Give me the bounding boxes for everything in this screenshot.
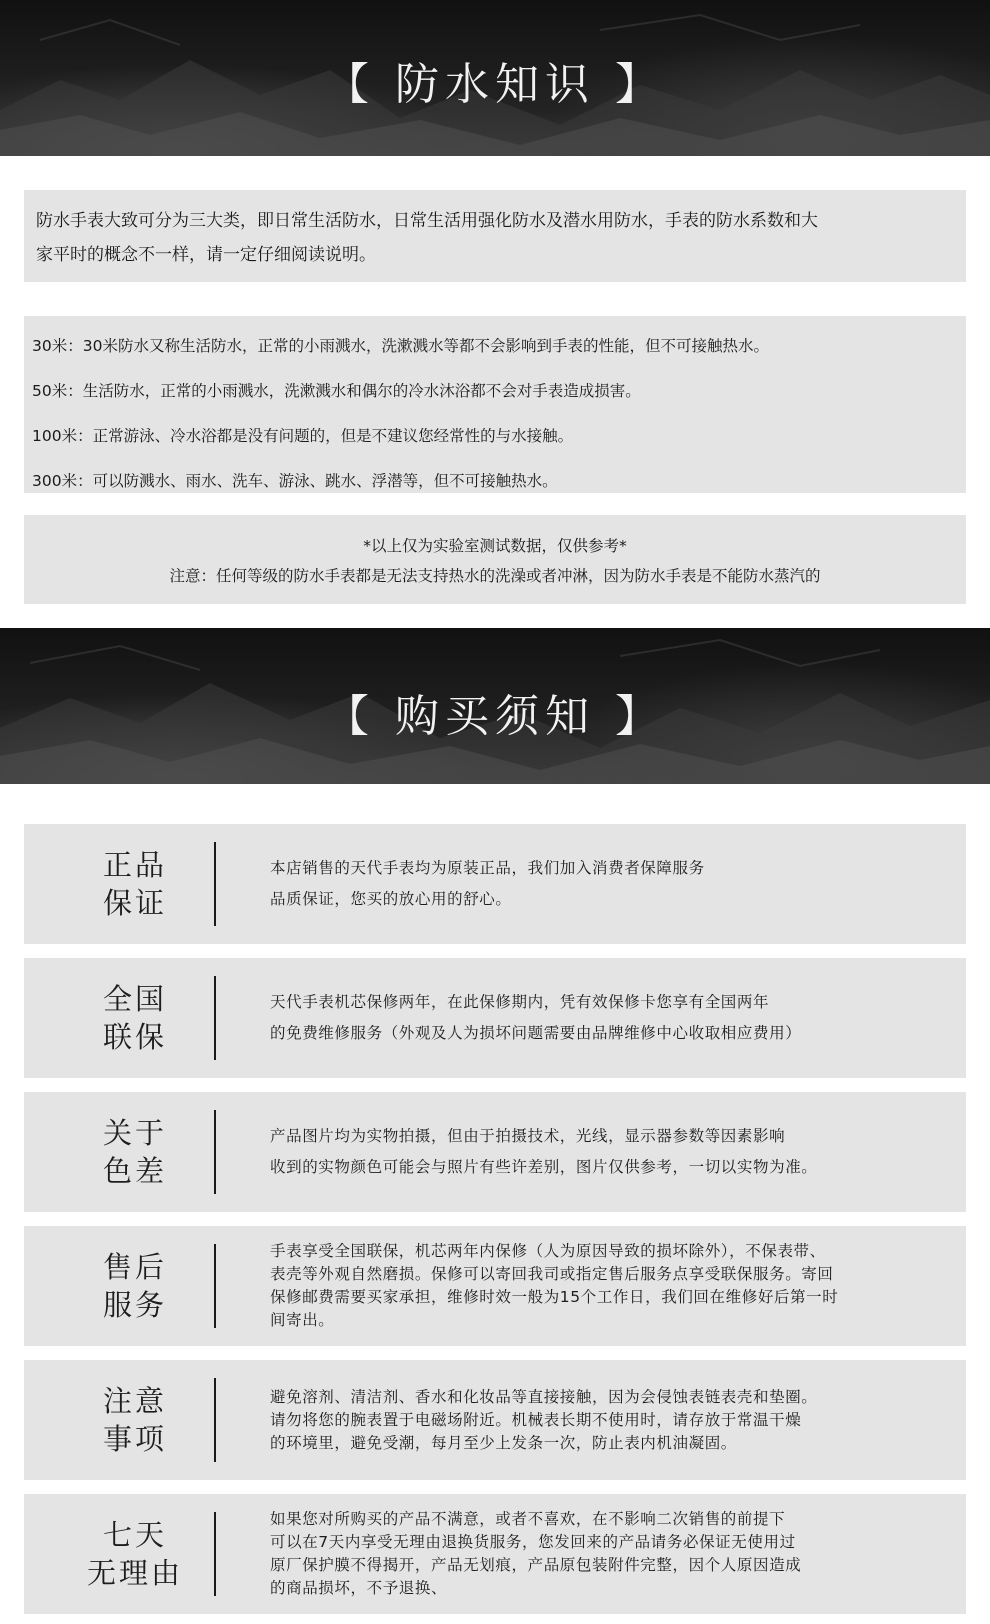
card-text-line: 如果您对所购买的产品不满意，或者不喜欢，在不影响二次销售的前提下 — [270, 1510, 786, 1528]
card-divider — [214, 976, 216, 1060]
waterproof-levels — [24, 316, 966, 493]
card-text-line: 手表享受全国联保，机芯两年内保修（人为原因导致的损坏除外），不保表带、 — [270, 1242, 826, 1260]
intro-line: 防水手表大致可分为三大类，即日常生活防水，日常生活用强化防水及潜水用防水，手表的防水系数和大 — [36, 211, 818, 231]
card-divider — [214, 1512, 216, 1596]
card-text-line: 本店销售的天代手表均为原装正品，我们加入消费者保障服务 — [270, 859, 705, 877]
card-text-line: 避免溶剂、清洁剂、香水和化妆品等直接接触，因为会侵蚀表链表壳和垫圈。 — [270, 1387, 818, 1406]
card-text — [270, 1494, 950, 1614]
card-seven-day-return — [24, 1494, 966, 1614]
card-label-line: 事项 — [102, 1422, 167, 1456]
card-text — [270, 1092, 950, 1212]
card-genuine-guarantee — [24, 824, 966, 944]
card-precautions — [24, 1360, 966, 1480]
waterproof-intro — [24, 190, 966, 282]
card-label-line: 注意 — [102, 1384, 167, 1418]
card-text-line: 品质保证，您买的放心用的舒心。 — [270, 890, 512, 908]
card-label — [64, 958, 206, 1078]
card-label-line: 保证 — [102, 886, 167, 920]
card-label-line: 正品 — [102, 848, 167, 882]
note-disclaimer: *以上仅为实验室测试数据，仅供参考* — [363, 537, 627, 555]
waterproof-banner — [0, 0, 990, 156]
card-divider — [214, 1378, 216, 1462]
level-100m: 100米：正常游泳、冷水浴都是没有问题的，但是不建议您经常性的与水接触。 — [32, 427, 574, 445]
card-text — [270, 1226, 950, 1346]
card-text-line: 收到的实物颜色可能会与照片有些许差别，图片仅供参考，一切以实物为准。 — [270, 1158, 818, 1176]
card-text — [270, 1360, 950, 1480]
card-text-line: 间寄出。 — [270, 1311, 335, 1329]
waterproof-note — [24, 515, 966, 604]
card-label — [64, 1494, 206, 1614]
level-30m: 30米：30米防水又称生活防水，正常的小雨溅水，洗漱溅水等都不会影响到手表的性能，但不可接触热水。 — [32, 337, 769, 355]
card-label-line: 七天 — [102, 1518, 167, 1552]
card-label — [64, 1360, 206, 1480]
card-text-line: 的商品损坏，不予退换、 — [270, 1579, 448, 1597]
card-text-line: 可以在7天内享受无理由退换货服务，您发回来的产品请务必保证无使用过 — [270, 1533, 796, 1551]
card-label-line: 关于 — [102, 1116, 167, 1150]
card-label-line: 无理由 — [86, 1556, 183, 1590]
card-label-line: 色差 — [102, 1154, 167, 1188]
card-label-line: 服务 — [102, 1288, 167, 1322]
card-text-line: 原厂保护膜不得揭开，产品无划痕，产品原包装附件完整，因个人原因造成 — [270, 1556, 802, 1574]
card-text-line: 保修邮费需要买家承担，维修时效一般为15个工作日，我们回在维修好后第一时 — [270, 1288, 839, 1306]
card-text — [270, 958, 950, 1078]
card-national-warranty — [24, 958, 966, 1078]
card-divider — [214, 1244, 216, 1328]
card-text — [270, 824, 950, 944]
card-label — [64, 824, 206, 944]
note-warning: 注意：任何等级的防水手表都是无法支持热水的洗澡或者冲淋，因为防水手表是不能防水蒸汽的 — [169, 567, 821, 585]
card-text-line: 的环境里，避免受潮，每月至少上发条一次，防止表内机油凝固。 — [270, 1433, 737, 1452]
card-label — [64, 1092, 206, 1212]
card-label-line: 联保 — [102, 1020, 167, 1054]
card-label-line: 售后 — [102, 1250, 167, 1284]
card-color-difference — [24, 1092, 966, 1212]
purchase-banner — [0, 628, 990, 784]
card-divider — [214, 842, 216, 926]
card-text-line: 产品图片均为实物拍摄，但由于拍摄技术，光线，显示器参数等因素影响 — [270, 1127, 786, 1145]
card-text-line: 请勿将您的腕表置于电磁场附近。机械表长期不使用时，请存放于常温干燥 — [270, 1410, 802, 1429]
level-50m: 50米：生活防水，正常的小雨溅水，洗漱溅水和偶尔的冷水沐浴都不会对手表造成损害。 — [32, 382, 641, 400]
card-label — [64, 1226, 206, 1346]
level-300m: 300米：可以防溅水、雨水、洗车、游泳、跳水、浮潜等，但不可接触热水。 — [32, 472, 558, 490]
purchase-title: 【 购买须知 】 — [325, 691, 665, 742]
waterproof-title: 【 防水知识 】 — [325, 59, 665, 110]
card-divider — [214, 1110, 216, 1194]
card-text-line: 的免费维修服务（外观及人为损坏问题需要由品牌维修中心收取相应费用） — [270, 1024, 802, 1042]
card-after-sales — [24, 1226, 966, 1346]
card-label-line: 全国 — [102, 982, 167, 1016]
card-text-line: 天代手表机芯保修两年，在此保修期内，凭有效保修卡您享有全国两年 — [270, 993, 770, 1011]
intro-line: 家平时的概念不一样，请一定仔细阅读说明。 — [36, 245, 376, 265]
card-text-line: 表壳等外观自然磨损。保修可以寄回我司或指定售后服务点享受联保服务。寄回 — [270, 1265, 834, 1283]
